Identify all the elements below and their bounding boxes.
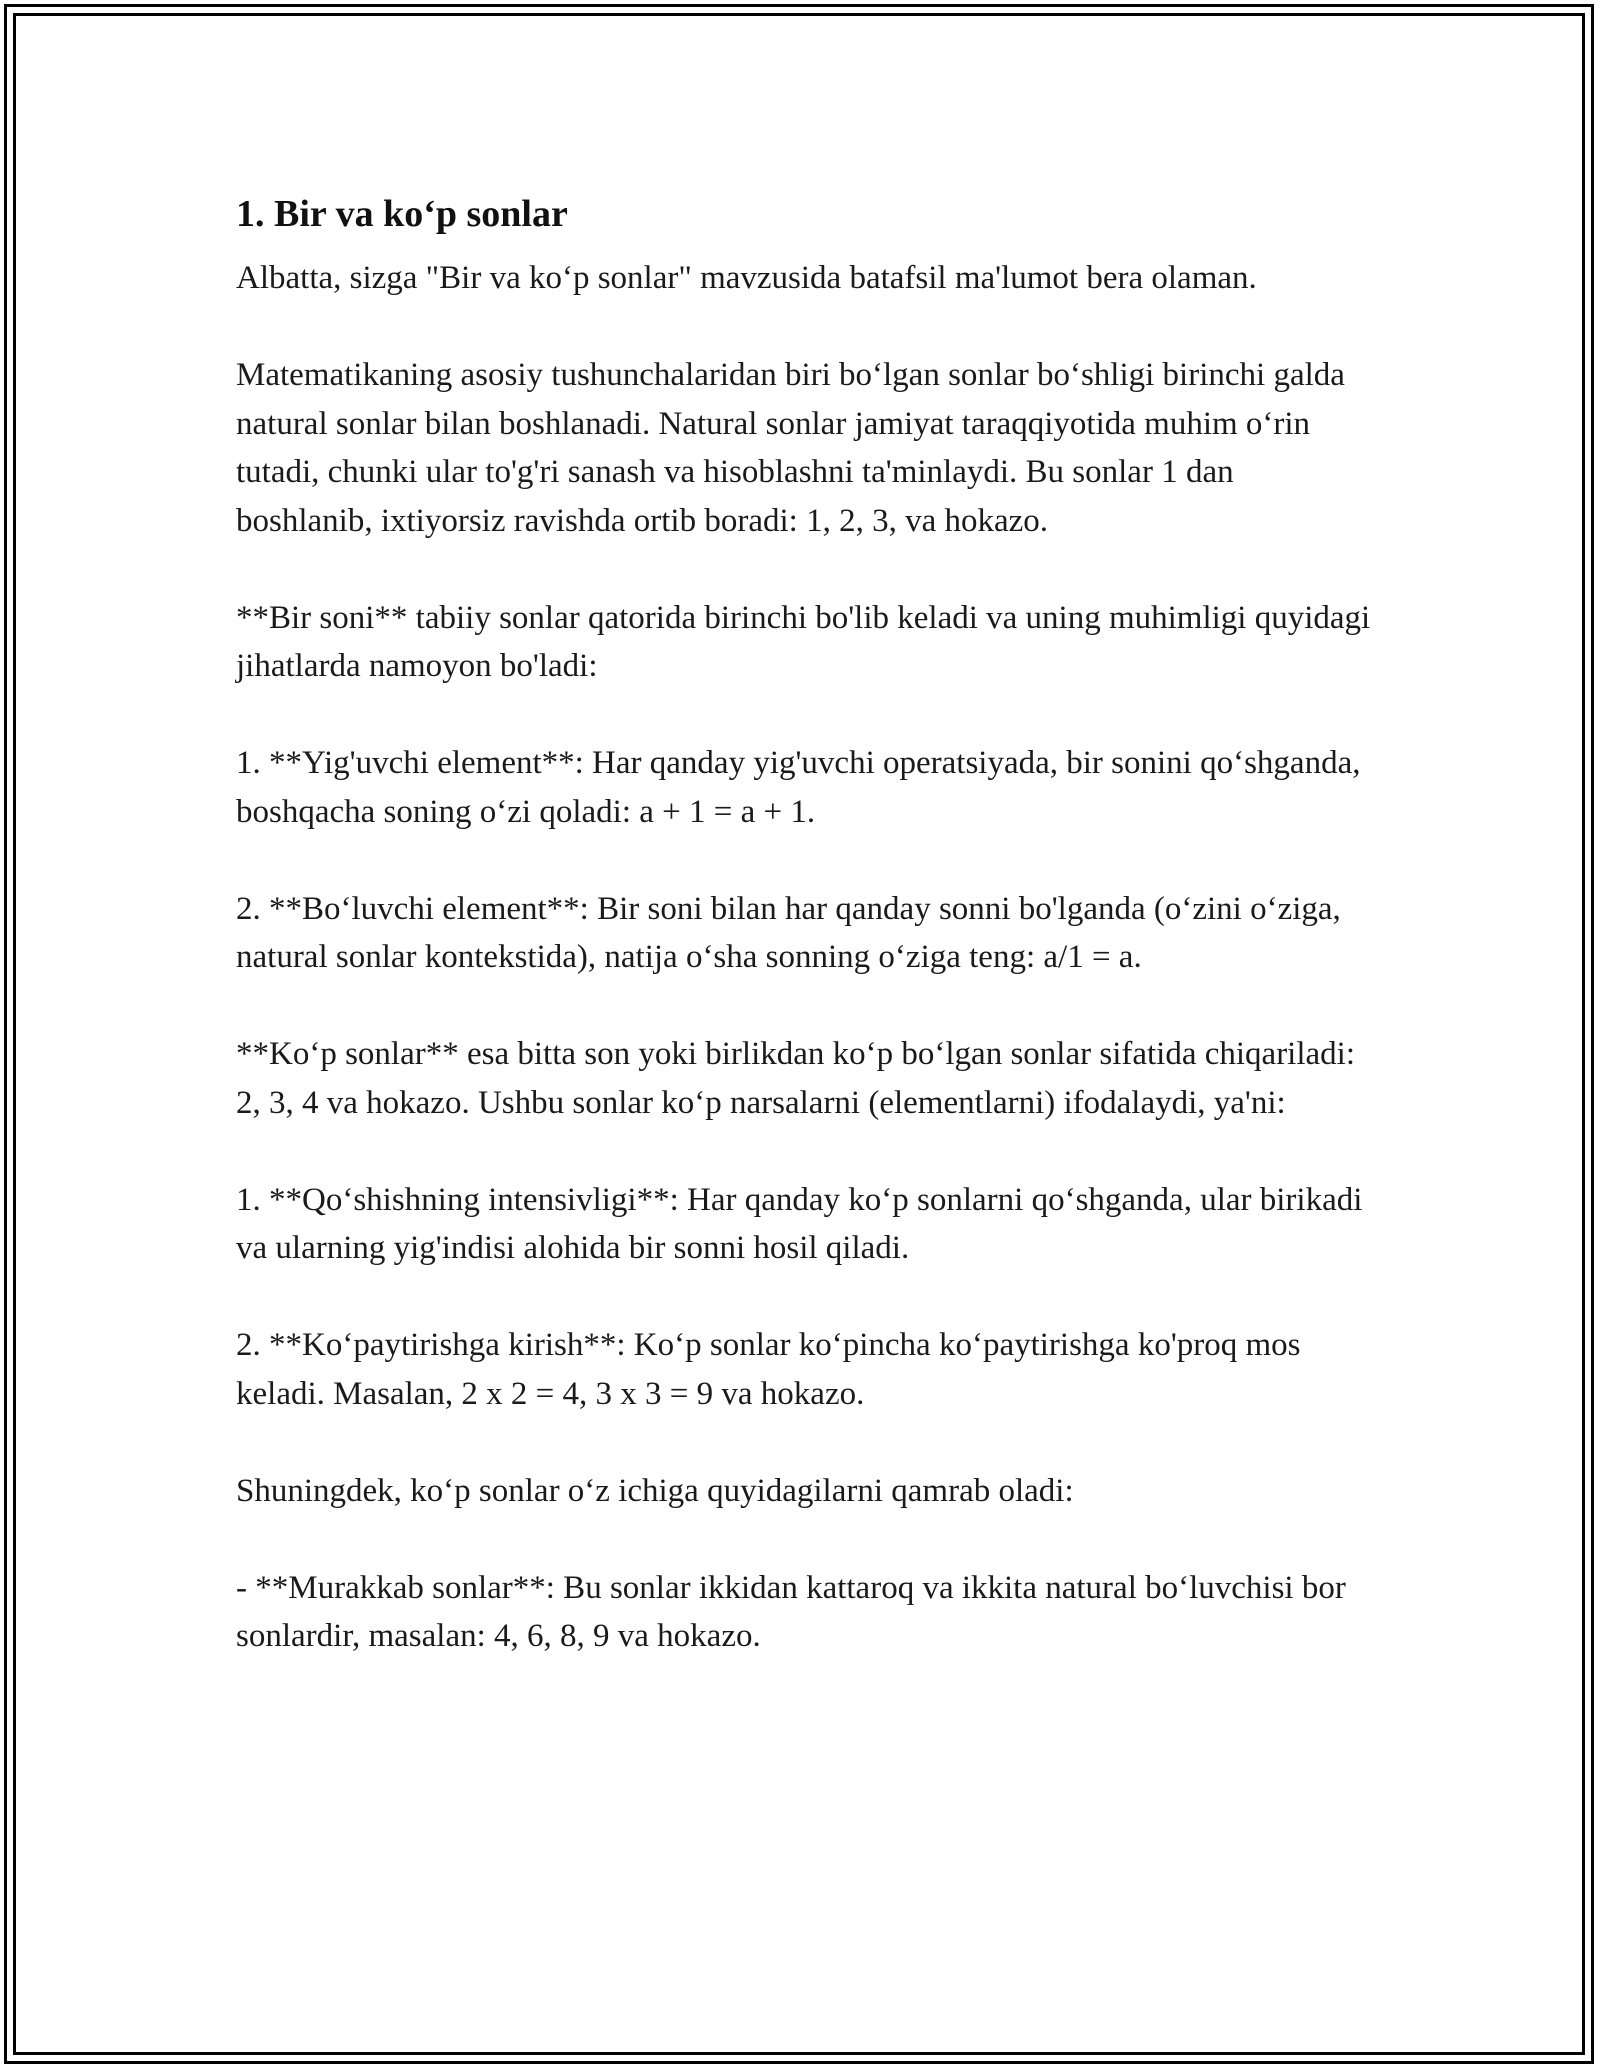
paragraph-shuningdek: Shuningdek, ko‘p sonlar o‘z ichiga quyidagilarni qamrab oladi: — [236, 1472, 1074, 1509]
document-body — [236, 186, 1376, 1709]
paragraph-natural-numbers: Matematikaning asosiy tushunchalaridan biri bo‘lgan sonlar bo‘shligi birinchi galda natural sonlar bilan boshlanadi. Natural sonlar jamiyat taraqqiyotida muhim o‘rin tutadi, chunki ular to'g'ri sanash va hisoblashni ta'minlaydi. Bu sonlar 1 dan boshlanib, ixtiyorsiz ravishda ortib boradi: 1, 2, 3, va hokazo. — [236, 357, 1345, 539]
list-item-qoshishning-intensivligi: 1. **Qo‘shishning intensivligi**: Har qanday ko‘p sonlarni qo‘shganda, ular birikadi va ularning yig'indisi alohida bir sonni hosil qiladi. — [236, 1181, 1363, 1266]
paragraph-intro: Albatta, sizga "Bir va ko‘p sonlar" mavzusida batafsil ma'lumot bera olaman. — [236, 260, 1257, 296]
list-item-kopaytirishga-kirish: 2. **Ko‘paytirishga kirish**: Ko‘p sonlar ko‘pincha ko‘paytirishga ko'proq mos keladi. Masalan, 2 x 2 = 4, 3 x 3 = 9 va hokazo. — [236, 1327, 1301, 1412]
paragraph-bir-soni: **Bir soni** tabiiy sonlar qatorida birinchi bo'lib keladi va uning muhimligi quyidagi jihatlarda namoyon bo'ladi: — [236, 599, 1371, 684]
list-item-boluvchi-element: 2. **Bo‘luvchi element**: Bir soni bilan har qanday sonni bo'lganda (o‘zini o‘ziga, natural sonlar kontekstida), natija o‘sha sonning o‘ziga teng: a/1 = a. — [236, 890, 1341, 975]
document-title: 1. Bir va ko‘p sonlar — [236, 193, 568, 235]
paragraph-kop-sonlar: **Ko‘p sonlar** esa bitta son yoki birlikdan ko‘p bo‘lgan sonlar sifatida chiqariladi: 2, 3, 4 va hokazo. Ushbu sonlar ko‘p narsalarni (elementlarni) ifodalaydi, ya'ni: — [236, 1036, 1356, 1121]
list-item-murakkab-sonlar: - **Murakkab sonlar**: Bu sonlar ikkidan kattaroq va ikkita natural bo‘luvchisi bor sonlardir, masalan: 4, 6, 8, 9 va hokazo. — [236, 1569, 1346, 1654]
list-item-yiguvchi-element: 1. **Yig'uvchi element**: Har qanday yig'uvchi operatsiyada, bir sonini qo‘shganda, boshqacha soning o‘zi qoladi: a + 1 = a + 1. — [236, 745, 1361, 830]
